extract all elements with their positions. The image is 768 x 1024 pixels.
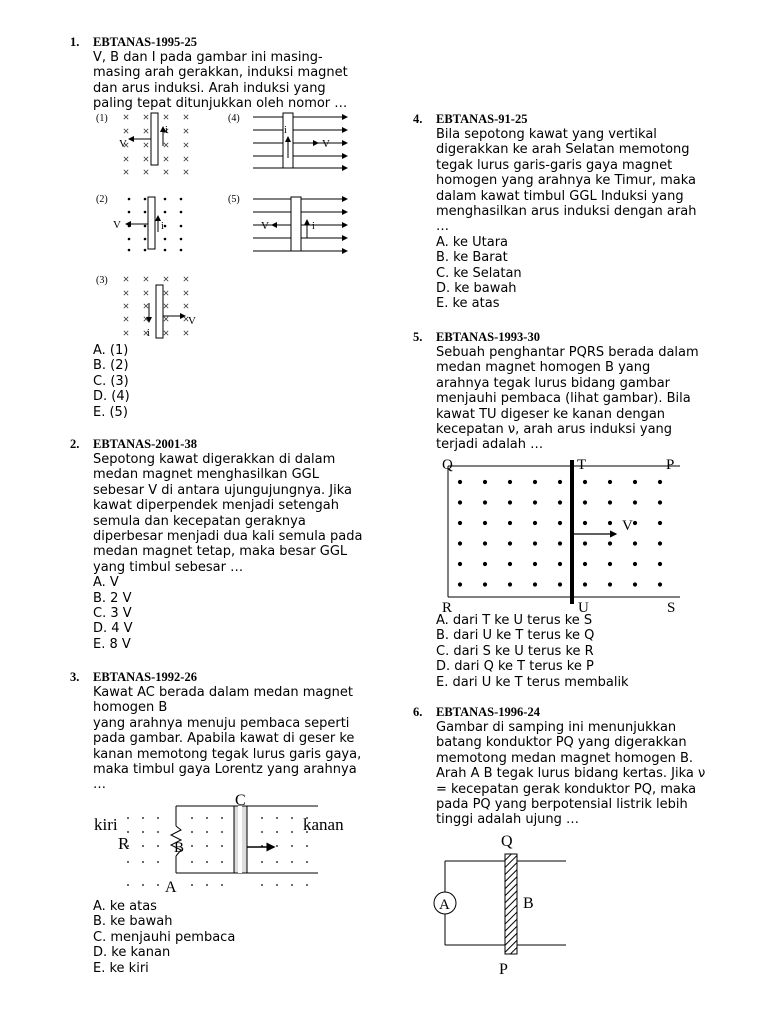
option-a[interactable]: A. V: [93, 575, 119, 591]
option-d[interactable]: D. 4 V: [93, 621, 133, 637]
velocity-label: V: [261, 220, 269, 232]
label-kiri: kiri: [94, 815, 118, 834]
label-b: B: [174, 840, 185, 856]
question-number: 3.: [70, 670, 80, 684]
option-d[interactable]: D. ke bawah: [436, 281, 517, 297]
velocity-label: V: [119, 138, 127, 150]
panel-label: (5): [228, 194, 240, 205]
question-source: EBTANAS-91-25: [436, 112, 528, 126]
label-u: U: [578, 600, 589, 616]
current-label: i: [312, 221, 315, 232]
question-number: 4.: [413, 112, 423, 126]
question-source: EBTANAS-1996-24: [436, 705, 540, 719]
option-b[interactable]: B. (2): [93, 358, 129, 374]
option-b[interactable]: B. dari U ke T terus ke Q: [436, 628, 595, 644]
current-label: i: [147, 328, 150, 339]
current-label: i: [284, 125, 287, 136]
question-text: Bila sepotong kawat yang vertikal digerakkan ke arah Selatan memotong tegak lurus garis-garis gaya magnet homogen yang arahnya ke Timur, maka dalam kawat timbul GGL Induksi yang menghasilkan arus induksi dengan arah …: [436, 127, 697, 235]
label-p: P: [666, 457, 675, 473]
panel-label: (2): [96, 194, 108, 205]
label-q: Q: [501, 833, 513, 850]
question-source: EBTANAS-1995-25: [93, 35, 197, 49]
label-v: V: [622, 518, 633, 534]
option-b[interactable]: B. 2 V: [93, 590, 132, 606]
panel-label: (4): [228, 113, 240, 124]
velocity-label: V: [188, 315, 196, 327]
label-a: A: [439, 897, 450, 913]
question-source: EBTANAS-1993-30: [436, 330, 540, 344]
label-b: B: [523, 895, 534, 912]
option-b[interactable]: B. ke Barat: [436, 250, 508, 266]
conductor-pq: [505, 854, 517, 954]
option-e[interactable]: E. ke kiri: [93, 960, 149, 976]
velocity-label: V: [113, 219, 121, 231]
panel-label: (1): [96, 113, 108, 124]
question-number: 2.: [70, 437, 80, 451]
label-r: R: [442, 600, 453, 616]
option-e[interactable]: E. dari U ke T terus membalik: [436, 674, 629, 690]
label-t: T: [577, 457, 587, 473]
panel-label: (3): [96, 275, 108, 286]
current-label: i: [165, 125, 168, 136]
option-c[interactable]: C. (3): [93, 373, 129, 389]
question-text: Gambar di samping ini menunjukkan batang konduktor PQ yang digerakkan memotong medan magnet homogen B. Arah A B tegak lurus bidang kertas. Jika ν = kecepatan gerak konduktor PQ, maka pada PQ yang berpotensial listrik lebih tinggi adalah ujung …: [436, 720, 706, 828]
option-d[interactable]: D. dari Q ke T terus ke P: [436, 659, 594, 675]
question-text: Sepotong kawat digerakkan di dalam medan magnet menghasilkan GGL sebesar V di antara ujungujungnya. Jika kawat diperpendek menjadi setengah semula dan kecepatan geraknya diperbesar menjadi dua kali semula pada medan magnet tetap, maka besar GGL yang timbul sebesar …: [93, 452, 363, 575]
label-p: P: [499, 961, 508, 978]
label-kanan: kanan: [303, 815, 344, 834]
label-c: C: [235, 792, 246, 809]
question-number: 6.: [413, 705, 423, 719]
question-source: EBTANAS-1992-26: [93, 670, 197, 684]
current-label: i: [161, 221, 164, 232]
label-s: S: [667, 600, 676, 616]
velocity-label: V: [322, 138, 330, 150]
option-c[interactable]: C. dari S ke U terus ke R: [436, 643, 594, 659]
option-c[interactable]: C. menjauhi pembaca: [93, 929, 236, 945]
option-c[interactable]: C. 3 V: [93, 606, 132, 622]
option-e[interactable]: E. (5): [93, 404, 128, 420]
option-a[interactable]: A. ke Utara: [436, 234, 509, 250]
label-q: Q: [442, 457, 453, 473]
option-b[interactable]: B. ke bawah: [93, 914, 173, 930]
option-c[interactable]: C. ke Selatan: [436, 265, 522, 281]
question-number: 5.: [413, 330, 423, 344]
option-a[interactable]: A. (1): [93, 343, 129, 358]
label-a: A: [165, 879, 177, 896]
option-e[interactable]: E. ke atas: [436, 296, 500, 312]
question-text: V, B dan I pada gambar ini masing- masing arah gerakkan, induksi magnet dan arus induksi. Arah induksi yang paling tepat ditunjukkan oleh nomor …: [93, 50, 348, 112]
option-a[interactable]: A. dari T ke U terus ke S: [436, 613, 593, 628]
label-r: R: [118, 834, 130, 853]
option-d[interactable]: D. (4): [93, 389, 130, 405]
option-d[interactable]: D. ke kanan: [93, 945, 171, 961]
question-number: 1.: [70, 35, 80, 49]
option-e[interactable]: E. 8 V: [93, 636, 131, 652]
question-source: EBTANAS-2001-38: [93, 437, 197, 451]
question-text: Kawat AC berada dalam medan magnet homogen B yang arahnya menuju pembaca seperti pada gambar. Apabila kawat di geser ke kanan memotong tegak lurus garis gaya, maka timbul gaya Lorentz yang arahnya …: [93, 685, 362, 793]
question-text: Sebuah penghantar PQRS berada dalam medan magnet homogen B yang arahnya tegak lurus bidang gambar menjauhi pembaca (lihat gambar). Bila kawat TU digeser ke kanan dengan kecepatan ν, arah arus induksi yang terjadi adalah …: [436, 345, 699, 453]
option-a[interactable]: A. ke atas: [93, 899, 157, 914]
